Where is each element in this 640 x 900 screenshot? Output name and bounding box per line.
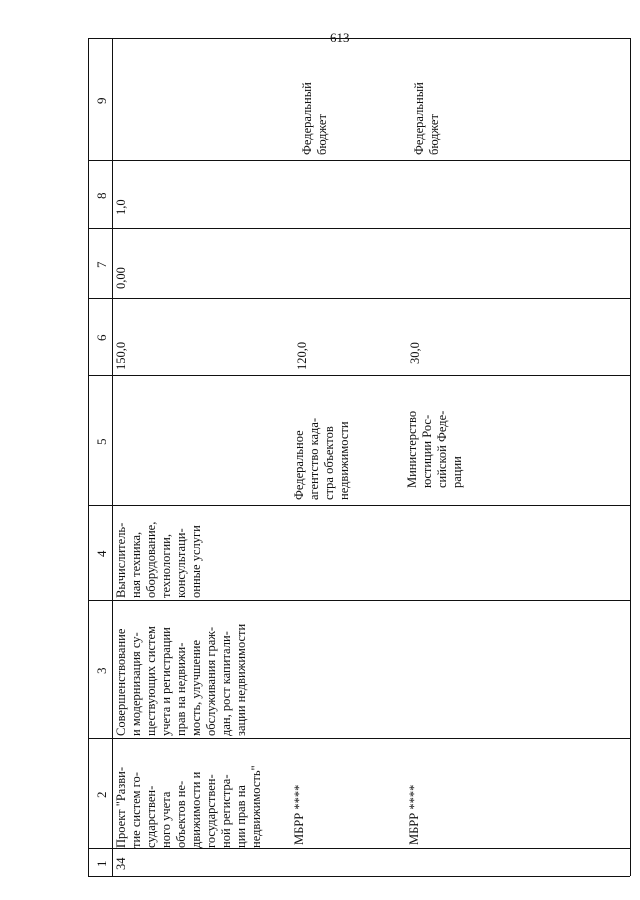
col-divider-3-2: [88, 738, 630, 739]
total-amount: 150,0: [114, 341, 128, 370]
page-number: 613: [330, 30, 350, 45]
table-border-left: [88, 38, 89, 876]
header-col-5: 5: [94, 438, 109, 445]
col-divider-8-7: [88, 228, 630, 229]
header-col-2: 2: [94, 791, 109, 798]
col7-value: 0,00: [114, 267, 128, 289]
table-border-right: [630, 38, 631, 876]
amount: 120,0: [295, 341, 309, 370]
col-divider-4-3: [88, 600, 630, 601]
col8-value: 1,0: [114, 199, 128, 215]
procurement-items: Вычислитель- ная техника, оборудование, технологии, консультаци- онные услуги: [114, 521, 203, 598]
table-border-bottom: [88, 876, 630, 877]
col-divider-6-5: [88, 375, 630, 376]
lender: МБРР ****: [407, 784, 421, 845]
col-divider-7-6: [88, 298, 630, 299]
project-name: Проект "Разви- тие систем го- сударствен- ного учета объектов не- движимости и государствен- ной регистра- ции прав на недвижимость": [114, 765, 263, 848]
row-number: 34: [114, 857, 128, 870]
header-col-3: 3: [94, 667, 109, 674]
executor: Министерство юстиции Рос- сийской Феде- рации: [405, 410, 464, 488]
header-col-4: 4: [94, 550, 109, 557]
header-col-7: 7: [94, 261, 109, 268]
col-divider-5-4: [88, 505, 630, 506]
header-col-9: 9: [94, 97, 109, 104]
project-goal: Совершенствование и модернизация су- ществующих систем учета и регистрации прав на недвижи- мость, улучшение обслуживания граж- дан, рост капитали- зации недвижимости: [114, 623, 248, 736]
header-col-1: 1: [94, 860, 109, 867]
amount: 30,0: [408, 342, 422, 364]
col-divider-2-1: [88, 848, 630, 849]
executor: Федеральное агентство када- стра объектов недвижимости: [292, 417, 351, 500]
funding-source: Федеральный бюджет: [412, 82, 441, 155]
funding-source: Федеральный бюджет: [300, 82, 329, 155]
lender: МБРР ****: [292, 784, 306, 845]
header-row-border: [112, 38, 113, 876]
header-col-6: 6: [94, 334, 109, 341]
col-divider-9-8: [88, 160, 630, 161]
table-border-top: [88, 38, 630, 39]
header-col-8: 8: [94, 192, 109, 199]
